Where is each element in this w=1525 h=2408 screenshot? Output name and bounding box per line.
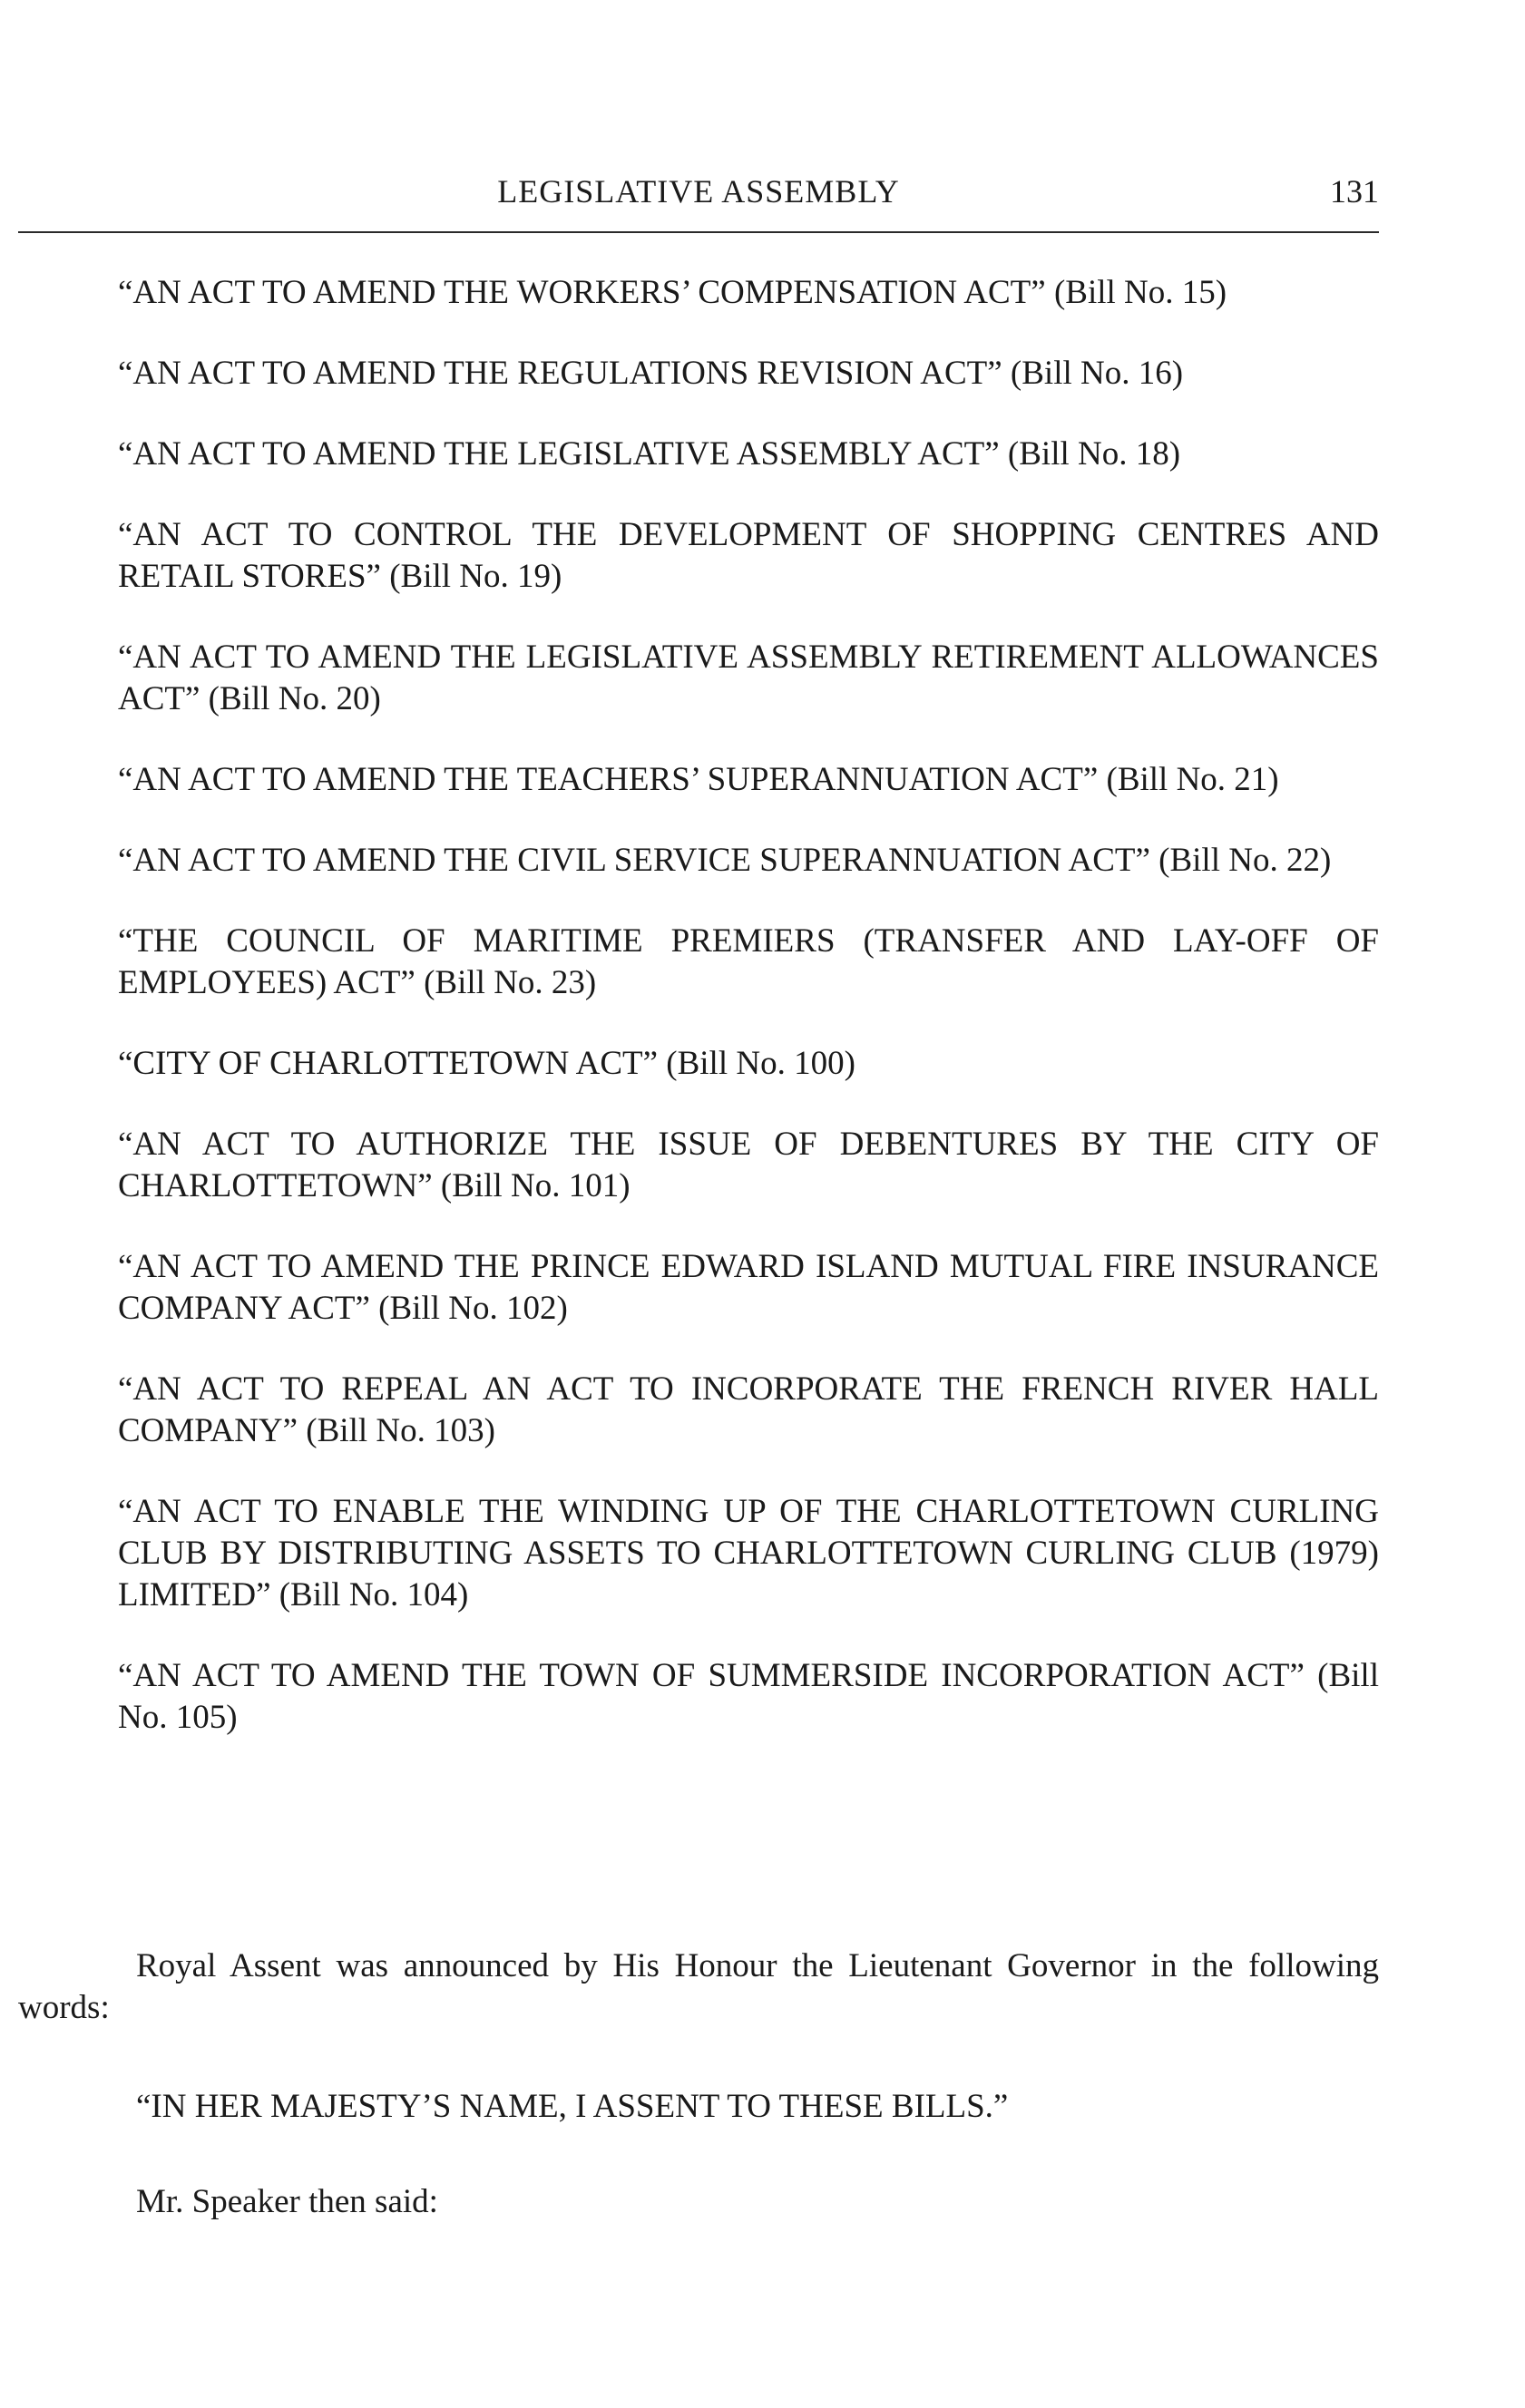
bill-item: “AN ACT TO AMEND THE WORKERS’ COMPENSATION ACT” (Bill No. 15) — [118, 274, 1227, 311]
bill-item: “AN ACT TO AMEND THE LEGISLATIVE ASSEMBLY ACT” (Bill No. 18) — [118, 435, 1181, 473]
header-rule — [18, 231, 1379, 233]
bill-item: “CITY OF CHARLOTTETOWN ACT” (Bill No. 100) — [118, 1045, 855, 1082]
bill-item: “AN ACT TO AMEND THE TEACHERS’ SUPERANNUATION ACT” (Bill No. 21) — [118, 761, 1279, 798]
running-header — [18, 172, 1379, 227]
bill-item: “AN ACT TO AMEND THE TOWN OF SUMMERSIDE INCORPORATION ACT” (Bill No. 105) — [118, 1657, 1379, 1736]
speaker-line: Mr. Speaker then said: — [136, 2183, 438, 2220]
bill-item: “AN ACT TO AMEND THE LEGISLATIVE ASSEMBLY RETIREMENT ALLOWANCES ACT” (Bill No. 20) — [118, 639, 1379, 717]
royal-assent-paragraph: Royal Assent was announced by His Honour the Lieutenant Governor in the following words: — [18, 1947, 1379, 2026]
bill-item: “AN ACT TO REPEAL AN ACT TO INCORPORATE THE FRENCH RIVER HALL COMPANY” (Bill No. 103) — [118, 1370, 1379, 1449]
bill-item: “AN ACT TO AMEND THE REGULATIONS REVISION ACT” (Bill No. 16) — [118, 355, 1184, 392]
page-title: LEGISLATIVE ASSEMBLY — [497, 173, 900, 210]
bill-item: “AN ACT TO AUTHORIZE THE ISSUE OF DEBENTURES BY THE CITY OF CHARLOTTETOWN” (Bill No. 101) — [118, 1126, 1379, 1204]
page-number: 131 — [1330, 173, 1379, 210]
royal-assent-paragraph-block — [18, 1945, 1379, 2029]
bill-item: “AN ACT TO CONTROL THE DEVELOPMENT OF SHOPPING CENTRES AND RETAIL STORES” (Bill No. 19) — [118, 516, 1379, 595]
bill-list — [118, 272, 1379, 1778]
bill-item: “AN ACT TO AMEND THE CIVIL SERVICE SUPERANNUATION ACT” (Bill No. 22) — [118, 842, 1332, 879]
bill-item: “AN ACT TO AMEND THE PRINCE EDWARD ISLAND MUTUAL FIRE INSURANCE COMPANY ACT” (Bill No. 102) — [118, 1248, 1379, 1327]
bill-item: “THE COUNCIL OF MARITIME PREMIERS (TRANSFER AND LAY-OFF OF EMPLOYEES) ACT” (Bill No. 23) — [118, 922, 1379, 1001]
assent-quote: “IN HER MAJESTY’S NAME, I ASSENT TO THESE BILLS.” — [136, 2088, 1009, 2125]
bill-item: “AN ACT TO ENABLE THE WINDING UP OF THE CHARLOTTETOWN CURLING CLUB BY DISTRIBUTING ASSETS TO CHARLOTTETOWN CURLING CLUB (1979) LIMITED” (Bill No. 104) — [118, 1493, 1379, 1613]
